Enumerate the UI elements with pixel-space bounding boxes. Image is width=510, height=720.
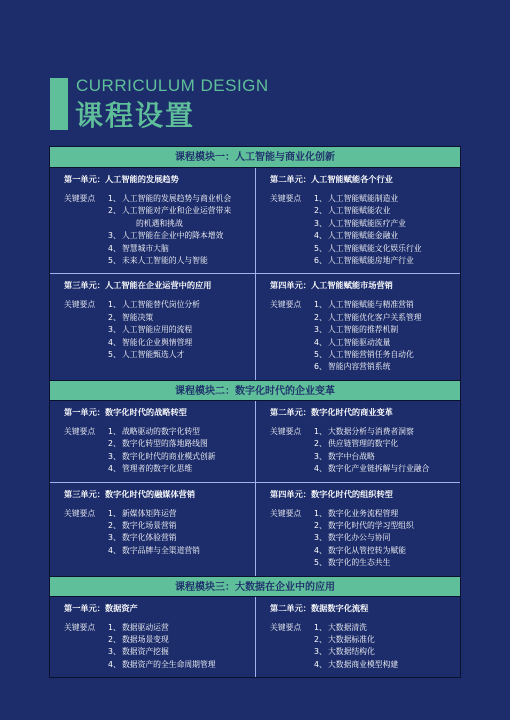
key-points-label: 关键要点 [270, 426, 302, 436]
key-point-number: 1、 [108, 194, 121, 203]
curriculum-table [49, 146, 461, 678]
key-points-list [108, 426, 216, 476]
key-points-label: 关键要点 [64, 426, 96, 436]
key-point-number: 3、 [108, 533, 121, 543]
key-point-text: 数字化从管控转为赋能 [328, 545, 406, 555]
key-point-number: 5、 [314, 558, 327, 568]
key-point-number: 4、 [314, 659, 327, 669]
key-point-number: 5、 [108, 350, 121, 360]
key-points-list [314, 508, 414, 570]
key-point-number: 1、 [314, 622, 327, 632]
key-point-text: 智慧城市大脑 [122, 243, 169, 253]
key-point-number: 2、 [108, 520, 121, 530]
key-point-number: 1、 [314, 300, 327, 310]
key-point-item [108, 312, 200, 324]
key-point-number: 2、 [108, 312, 121, 322]
key-point-text: 人工智能应用的流程 [122, 325, 193, 335]
key-point-number: 5、 [108, 256, 121, 266]
key-point-number: 2、 [108, 634, 121, 644]
key-points [64, 622, 247, 672]
key-points-list [314, 622, 398, 672]
key-point-item [314, 646, 398, 658]
key-point-number: 3、 [108, 325, 121, 335]
key-points-list [314, 193, 422, 267]
key-point-number: 2、 [314, 312, 327, 322]
key-point-number: 5、 [314, 350, 327, 360]
key-point-text: 数字化时代的学习型组织 [328, 520, 414, 530]
key-point-item [314, 532, 414, 544]
key-point-text: 人工智能驱动流量 [328, 337, 391, 347]
unit-row [50, 401, 460, 483]
key-point-number: 4、 [314, 464, 327, 474]
unit-row [50, 483, 460, 576]
key-point-number: 2、 [314, 439, 327, 449]
key-point-text: 人工智能营销任务自动化 [328, 350, 414, 360]
key-point-number: 4、 [108, 659, 121, 669]
unit-cell [255, 274, 460, 379]
key-point-number: 1、 [108, 508, 121, 518]
key-points-label: 关键要点 [270, 622, 302, 632]
key-point-item [108, 622, 216, 634]
unit-cell [50, 274, 255, 379]
key-points-list [108, 622, 216, 672]
key-point-item [108, 299, 200, 311]
key-points [270, 426, 452, 476]
unit-title: 第二单元：人工智能赋能各个行业 [270, 174, 393, 184]
key-point-number: 5、 [314, 243, 327, 253]
key-point-number: 3、 [314, 451, 327, 461]
key-points [64, 508, 247, 558]
key-point-item [314, 218, 422, 230]
key-point-text: 未来人工智能的人与智能 [122, 256, 208, 266]
unit-title: 第四单元：数字化时代的组织转型 [270, 488, 393, 499]
key-point-number: 3、 [314, 218, 327, 228]
key-point-number: 1、 [314, 508, 327, 518]
key-point-item [108, 646, 216, 658]
key-point-number: 4、 [108, 337, 121, 347]
key-point-item [108, 634, 216, 646]
key-point-text: 数据资产挖掘 [122, 647, 169, 657]
key-points-label: 关键要点 [64, 194, 96, 203]
unit-title: 第二单元：数据数字化流程 [270, 602, 369, 613]
key-point-text: 数字化体验营销 [122, 533, 177, 543]
key-point-item [108, 451, 216, 463]
key-points-list [314, 426, 429, 476]
unit-title: 第一单元：数字化时代的战略转型 [64, 406, 187, 417]
key-point-item [314, 508, 414, 520]
chinese-title: 课程设置 [75, 99, 196, 132]
key-point-text: 人工智能赋能金融业 [328, 231, 399, 241]
key-point-text: 大数据分析与消费者洞察 [328, 426, 414, 436]
key-point-text: 数字化业务流程管理 [328, 508, 399, 518]
key-point-number: 2、 [108, 439, 121, 449]
key-points-list [314, 299, 422, 373]
key-points-label: 关键要点 [270, 508, 302, 518]
key-point-text: 人工智能赋能医疗产业 [328, 218, 406, 228]
key-point-number: 1、 [108, 622, 121, 632]
key-point-text: 人工智能赋能文化娱乐行业 [328, 243, 422, 253]
unit-cell [50, 483, 255, 576]
english-title: CURRICULUM DESIGN [76, 76, 269, 95]
key-point-number: 4、 [108, 545, 121, 555]
key-point-item [108, 463, 216, 475]
key-point-item [108, 337, 200, 349]
key-point-item [314, 520, 414, 532]
unit-cell [255, 401, 460, 482]
key-point-item [314, 349, 422, 361]
key-point-number: 2、 [108, 206, 121, 216]
key-point-text: 战略驱动的数字化转型 [122, 426, 200, 436]
unit-title: 第三单元：人工智能在企业运营中的应用 [64, 280, 212, 291]
key-point-text: 人工智能对产业和企业运营带来 [122, 206, 232, 216]
key-point-text: 数字化产业链拆解与行业融合 [328, 464, 430, 474]
key-point-item [314, 463, 429, 475]
module-title: 课程模块一：人工智能与商业化创新 [50, 147, 460, 168]
key-point-text: 供应链管理的数字化 [328, 439, 399, 449]
key-point-text: 大数据标准化 [328, 634, 375, 644]
key-point-number: 1、 [108, 426, 121, 436]
key-points [64, 426, 247, 476]
key-point-item [108, 243, 231, 255]
key-point-text: 数字化的生态共生 [328, 558, 391, 568]
unit-row [50, 597, 460, 678]
key-point-text: 人工智能赋能与精准营销 [328, 300, 414, 310]
key-point-text: 数字中台战略 [328, 451, 375, 461]
key-point-item [108, 193, 231, 205]
key-point-item [314, 243, 422, 255]
key-point-text: 数字化办公与协同 [328, 533, 391, 543]
title-accent-bar [50, 78, 68, 130]
key-point-text: 人工智能赋能农业 [328, 206, 391, 216]
key-point-text: 大数据清洗 [328, 622, 367, 632]
key-point-item [108, 324, 200, 336]
key-point-text: 人工智能优化客户关系管理 [328, 312, 422, 322]
key-point-item [108, 545, 200, 557]
key-point-item [108, 218, 231, 230]
key-point-number: 1、 [108, 300, 121, 310]
unit-cell [50, 597, 255, 678]
key-point-number: 3、 [314, 325, 327, 335]
module-title: 课程模块三：大数据在企业中的应用 [50, 576, 460, 597]
key-point-text: 大数据结构化 [328, 647, 375, 657]
unit-cell [255, 597, 460, 678]
key-point-item [314, 230, 422, 242]
key-point-number: 4、 [314, 337, 327, 347]
key-points [270, 299, 452, 373]
key-points [270, 622, 452, 672]
key-point-item [314, 659, 398, 671]
key-point-number: 2、 [314, 634, 327, 644]
key-point-item [314, 337, 422, 349]
unit-title: 第三单元：数字化时代的融媒体营销 [64, 488, 196, 499]
key-points-label: 关键要点 [64, 300, 96, 310]
key-point-number: 4、 [314, 545, 327, 555]
key-point-number: 1、 [314, 194, 327, 203]
key-point-text: 数字化时代的商业模式创新 [122, 451, 216, 461]
key-point-text: 智能内容营销系统 [328, 362, 391, 372]
key-point-item [108, 205, 231, 217]
key-point-text: 人工智能赋能房地产行业 [328, 256, 414, 266]
key-point-item [108, 255, 231, 267]
module-title: 课程模块二：数字化时代的企业变革 [50, 380, 460, 401]
key-points-label: 关键要点 [64, 508, 96, 518]
key-point-number: 4、 [108, 243, 121, 253]
key-points [64, 193, 247, 267]
key-point-number: 2、 [314, 206, 327, 216]
key-point-item [314, 634, 398, 646]
key-point-text: 人工智能在企业中的降本增效 [122, 231, 224, 241]
unit-title: 第二单元：数字化时代的商业变革 [270, 406, 393, 417]
key-point-item [314, 438, 429, 450]
key-points [270, 193, 452, 267]
key-point-item [314, 557, 414, 569]
key-point-item [108, 426, 216, 438]
key-point-text: 人工智能的发展趋势与商业机会 [122, 194, 232, 203]
key-point-item [314, 193, 422, 205]
key-point-number: 6、 [314, 362, 327, 372]
key-point-text: 数字化转型的落地路线图 [122, 439, 208, 449]
key-point-item [108, 532, 200, 544]
key-point-text: 智能化企业舆情管理 [122, 337, 193, 347]
key-point-text: 数字化场景营销 [122, 520, 177, 530]
key-point-text: 人工智能的推荐机制 [328, 325, 399, 335]
key-point-item [108, 508, 200, 520]
key-points-list [108, 299, 200, 361]
key-point-item [314, 255, 422, 267]
unit-title: 第一单元：人工智能的发展趋势 [64, 174, 179, 184]
key-point-item [314, 622, 398, 634]
key-point-text: 新媒体矩阵运营 [122, 508, 177, 518]
key-point-text: 数据资产的全生命周期管理 [122, 659, 216, 669]
key-point-item [314, 324, 422, 336]
key-point-item [314, 426, 429, 438]
key-point-text: 数据场景变现 [122, 634, 169, 644]
key-points-label: 关键要点 [270, 300, 302, 310]
unit-title: 第一单元：数据资产 [64, 602, 138, 613]
key-point-number: 3、 [108, 231, 121, 241]
key-point-number: 6、 [314, 256, 327, 266]
key-point-item [314, 205, 422, 217]
unit-title: 第四单元：人工智能赋能市场营销 [270, 280, 393, 291]
key-points [270, 508, 452, 570]
key-point-text: 人工智能甄选人才 [122, 350, 185, 360]
key-point-text: 的机遇和挑战 [136, 218, 183, 228]
key-point-text: 数据驱动运营 [122, 622, 169, 632]
key-points [64, 299, 247, 361]
key-points-label: 关键要点 [270, 194, 302, 203]
key-point-item [108, 438, 216, 450]
unit-cell [255, 483, 460, 576]
key-point-text: 管理者的数字化思维 [122, 464, 193, 474]
key-point-number: 3、 [108, 451, 121, 461]
unit-row [50, 168, 460, 274]
key-point-item [108, 659, 216, 671]
key-point-item [314, 545, 414, 557]
unit-cell [50, 168, 255, 273]
key-point-item [108, 349, 200, 361]
key-point-number: 4、 [108, 464, 121, 474]
unit-cell [255, 168, 460, 273]
key-point-text: 人工智能替代岗位分析 [122, 300, 200, 310]
key-point-item [314, 361, 422, 373]
key-point-text: 数字品牌与全渠道营销 [122, 545, 200, 555]
key-point-item [108, 520, 200, 532]
unit-cell [50, 401, 255, 482]
key-point-item [314, 312, 422, 324]
key-points-list [108, 193, 231, 267]
key-point-text: 人工智能赋能制造业 [328, 194, 399, 203]
key-point-number: 2、 [314, 520, 327, 530]
key-point-item [314, 451, 429, 463]
unit-row [50, 274, 460, 379]
key-point-item [108, 230, 231, 242]
key-points-label: 关键要点 [64, 622, 96, 632]
key-point-number: 1、 [314, 426, 327, 436]
key-point-number: 3、 [314, 533, 327, 543]
key-point-text: 大数据商业模型构建 [328, 659, 399, 669]
key-point-number: 3、 [108, 647, 121, 657]
key-point-text: 智能决策 [122, 312, 154, 322]
key-point-number: 4、 [314, 231, 327, 241]
key-points-list [108, 508, 200, 558]
key-point-item [314, 299, 422, 311]
key-point-number: 3、 [314, 647, 327, 657]
